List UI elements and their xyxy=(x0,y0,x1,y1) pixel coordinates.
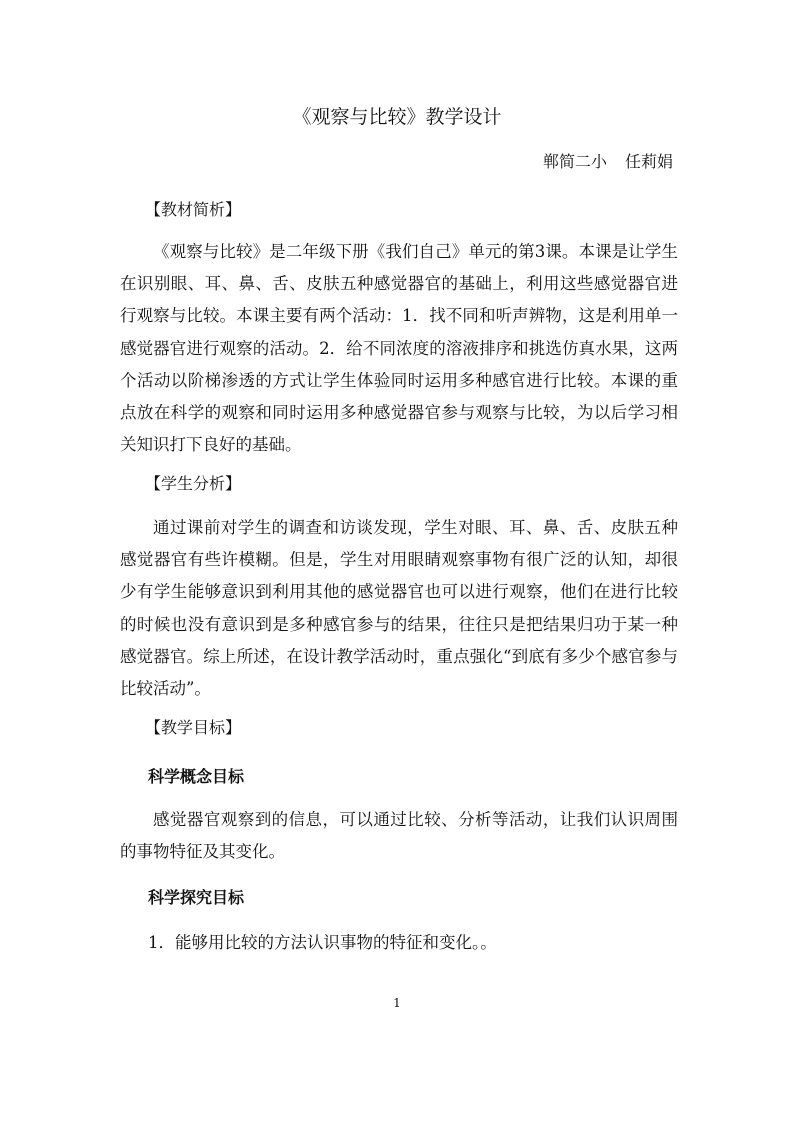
author-school: 郸简二小 xyxy=(542,152,607,171)
inquiry-goal-item: 1．能够用比较的方法认识事物的特征和变化。。 xyxy=(148,933,497,952)
concept-goal-text: 感觉器官观察到的信息，可以通过比较、分析等活动，让我们认识周围的事物特征及其变化。 xyxy=(120,810,678,862)
inquiry-goal-title: 科学探究目标 xyxy=(148,888,245,907)
author-line xyxy=(543,151,673,173)
author-name: 任莉娟 xyxy=(624,152,673,171)
document-title: 《观察与比较》教学设计 xyxy=(292,106,502,128)
page-number: 1 xyxy=(393,996,401,1010)
section-heading-goals: 【教学目标】 xyxy=(145,718,242,737)
section-heading-student: 【学生分析】 xyxy=(145,474,242,493)
material-paragraph: 《观察与比较》是二年级下册《我们自己》单元的第3课。本课是让学生在识别眼、耳、鼻、舌、皮肤五种感觉器官的基础上，利用这些感觉器官进行观察与比较。本课主要有两个活动：1．找不同和听声辨物，这是利用单一感觉器官进行观察的活动。2．给不同浓度的溶液排序和挑选仿真水果，这两个活动以阶梯渗透的方式让学生体验同时运用多种感官进行比较。本课的重点放在科学的观察和同时运用多种感觉器官参与观察与比较，为以后学习相关知识打下良好的基础。 xyxy=(120,242,678,455)
section-heading-material: 【教材简析】 xyxy=(145,200,242,219)
student-paragraph: 通过课前对学生的调查和访谈发现，学生对眼、耳、鼻、舌、皮肤五种感觉器官有些许模糊。但是，学生对用眼睛观察事物有很广泛的认知，却很少有学生能够意识到利用其他的感觉器官也可以进行观察，他们在进行比较的时候也没有意识到是多种感官参与的结果，往往只是把结果归功于某一种感觉器官。综上所述，在设计教学活动时，重点强化“到底有多少个感官参与比较活动”。 xyxy=(120,518,678,699)
concept-goal-title: 科学概念目标 xyxy=(148,767,245,786)
